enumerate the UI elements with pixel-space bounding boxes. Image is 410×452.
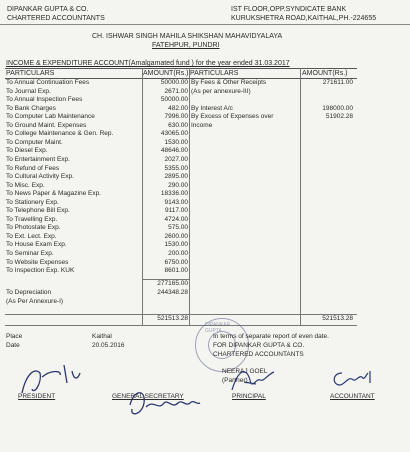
partner-role: (Partner) <box>222 377 248 384</box>
expenditure-amount: 8601.00 <box>164 267 188 275</box>
expenditure-label: To Annual Inspection Fees <box>6 96 83 104</box>
col-sep-middle <box>189 68 190 326</box>
expenditure-amount: 7996.00 <box>164 113 188 121</box>
expenditure-label: To Inspection Exp. KUK <box>6 267 75 275</box>
date-value: 20.05.2016 <box>92 342 125 349</box>
subtotal-amount: 277165.00 <box>157 280 188 287</box>
for-firm-line: FOR DIPANKAR GUPTA & CO. <box>213 342 305 349</box>
expenditure-amount: 630.00 <box>168 121 188 129</box>
expenditure-label: To Diesel Exp. <box>6 147 48 155</box>
expenditure-amount: 4724.00 <box>164 215 188 223</box>
expenditure-amount: 18336.00 <box>160 190 188 198</box>
expenditure-amount: 482.00 <box>168 104 188 112</box>
signatory-accountant: ACCOUNTANT <box>330 393 375 400</box>
place-label: Place <box>6 333 23 340</box>
expenditure-amount: 5355.00 <box>164 164 188 172</box>
table-top-rule <box>5 68 357 69</box>
depreciation-note: (As Per Annexure-I) <box>6 298 64 305</box>
expenditure-label: To Computer Lab Maintenance <box>6 113 95 121</box>
expenditure-amount: 2600.00 <box>164 232 188 240</box>
expenditure-label: To Website Expenses <box>6 258 69 266</box>
expenditure-label: To Seminar Exp. <box>6 250 54 257</box>
expenditure-amount: 2027.00 <box>164 155 188 163</box>
header-right-particulars: PARTICULARS <box>190 70 239 77</box>
expenditure-label: To Entertainment Exp. <box>6 155 70 163</box>
total-right: 521513.28 <box>322 315 353 322</box>
place-value: Kaithal <box>92 333 112 340</box>
signatory-general-secretary: GENERAL SECRETARY <box>112 393 184 400</box>
signatory-principal: PRINCIPAL <box>232 393 266 400</box>
date-label: Date <box>6 342 20 349</box>
income-amount: 51902.28 <box>325 113 353 121</box>
income-label: (As per annexure-III) <box>191 87 251 95</box>
expenditure-amount: 9117.00 <box>164 207 188 215</box>
firm-address-line1: IST FLOOR,OPP.SYNDICATE BANK <box>231 6 347 13</box>
partner-name: NEERAJ GOEL <box>222 368 268 375</box>
depreciation-label: To Depreciation <box>6 289 52 296</box>
firm-address-line2: KURUKSHETRA ROAD,KAITHAL,PH.-224655 <box>231 15 377 22</box>
totals-bottom-rule <box>5 325 357 326</box>
expenditure-amount: 1530.00 <box>164 138 188 146</box>
income-label: By Excess of Expenses over <box>191 113 274 121</box>
expenditure-label: To Stationery Exp. <box>6 198 59 206</box>
expenditure-label: To Ext. Lect. Exp. <box>6 232 57 240</box>
income-label: Income <box>191 121 213 129</box>
expenditure-label: To Bank Charges <box>6 104 56 112</box>
expenditure-label: To Annual Continuation Fees <box>6 79 90 86</box>
expenditure-amount: 6750.00 <box>164 258 188 266</box>
entity-name: CH. ISHWAR SINGH MAHILA SHIKSHAN MAHAVIDYALAYA <box>92 33 283 40</box>
expenditure-amount: 50000.00 <box>160 96 188 104</box>
header-divider <box>0 24 410 25</box>
report-line: In terms of separate report of even date. <box>213 333 329 340</box>
signatory-president: PRESIDENT <box>18 393 56 400</box>
expenditure-amount: 50000.00 <box>160 79 188 86</box>
firm-profession: CHARTERED ACCOUNTANTS <box>7 15 105 22</box>
expenditure-label: To Cultural Activity Exp. <box>6 173 74 181</box>
income-label: By Interest A/c <box>191 104 233 112</box>
stamp-text: DIPANKAR GUPTA <box>205 322 231 334</box>
income-amount: 271611.00 <box>322 79 353 86</box>
entity-place: FATEHPUR, PUNDRI <box>152 42 220 49</box>
expenditure-amount: 2895.00 <box>164 173 188 181</box>
header-left-particulars: PARTICULARS <box>6 70 55 77</box>
expenditure-label: To Travelling Exp. <box>6 215 58 223</box>
expenditure-amount: 43065.00 <box>160 130 188 138</box>
header-right-amount: AMOUNT(Rs.) <box>302 70 348 77</box>
total-left: 521513.28 <box>157 315 188 322</box>
expenditure-amount: 2671.00 <box>164 87 188 95</box>
accountant-signature <box>330 367 375 392</box>
secretary-signature <box>124 385 204 423</box>
expenditure-label: To Photostate Exp. <box>6 224 61 232</box>
firm-name: DIPANKAR GUPTA & CO. <box>7 6 89 13</box>
income-amount: 198000.00 <box>322 104 353 112</box>
expenditure-label: To Refund of Fees <box>6 164 60 172</box>
expenditure-label: To Ground Maint. Expenses <box>6 121 87 129</box>
expenditure-amount: 290.00 <box>168 181 188 189</box>
expenditure-label: To College Maintenance & Gen. Rep. <box>6 130 114 138</box>
expenditure-amount: 200.00 <box>168 250 188 257</box>
header-left-amount: AMOUNT(Rs.) <box>143 70 189 77</box>
expenditure-label: To Misc. Exp. <box>6 181 45 189</box>
expenditure-amount: 1530.00 <box>164 241 188 249</box>
principal-signature <box>228 360 278 395</box>
expenditure-label: To Computer Maint. <box>6 138 63 146</box>
income-label: By Fees & Other Receipts <box>191 79 267 86</box>
expenditure-amount: 9143.00 <box>164 198 188 206</box>
depreciation-amount: 244348.28 <box>157 289 188 296</box>
expenditure-label: To Telephone Bill Exp. <box>6 207 70 215</box>
ca-line: CHARTERED ACCOUNTANTS <box>213 351 304 358</box>
expenditure-amount: 575.00 <box>168 224 188 232</box>
statement-title: INCOME & EXPENDITURE ACCOUNT(Amalgamated fund ) for the year ended 31.03.2017 <box>6 60 290 67</box>
expenditure-label: To Journal Exp. <box>6 87 51 95</box>
expenditure-label: To House Exam Exp. <box>6 241 67 249</box>
expenditure-amount: 48646.00 <box>160 147 188 155</box>
expenditure-label: To News Paper & Magazine Exp. <box>6 190 102 198</box>
